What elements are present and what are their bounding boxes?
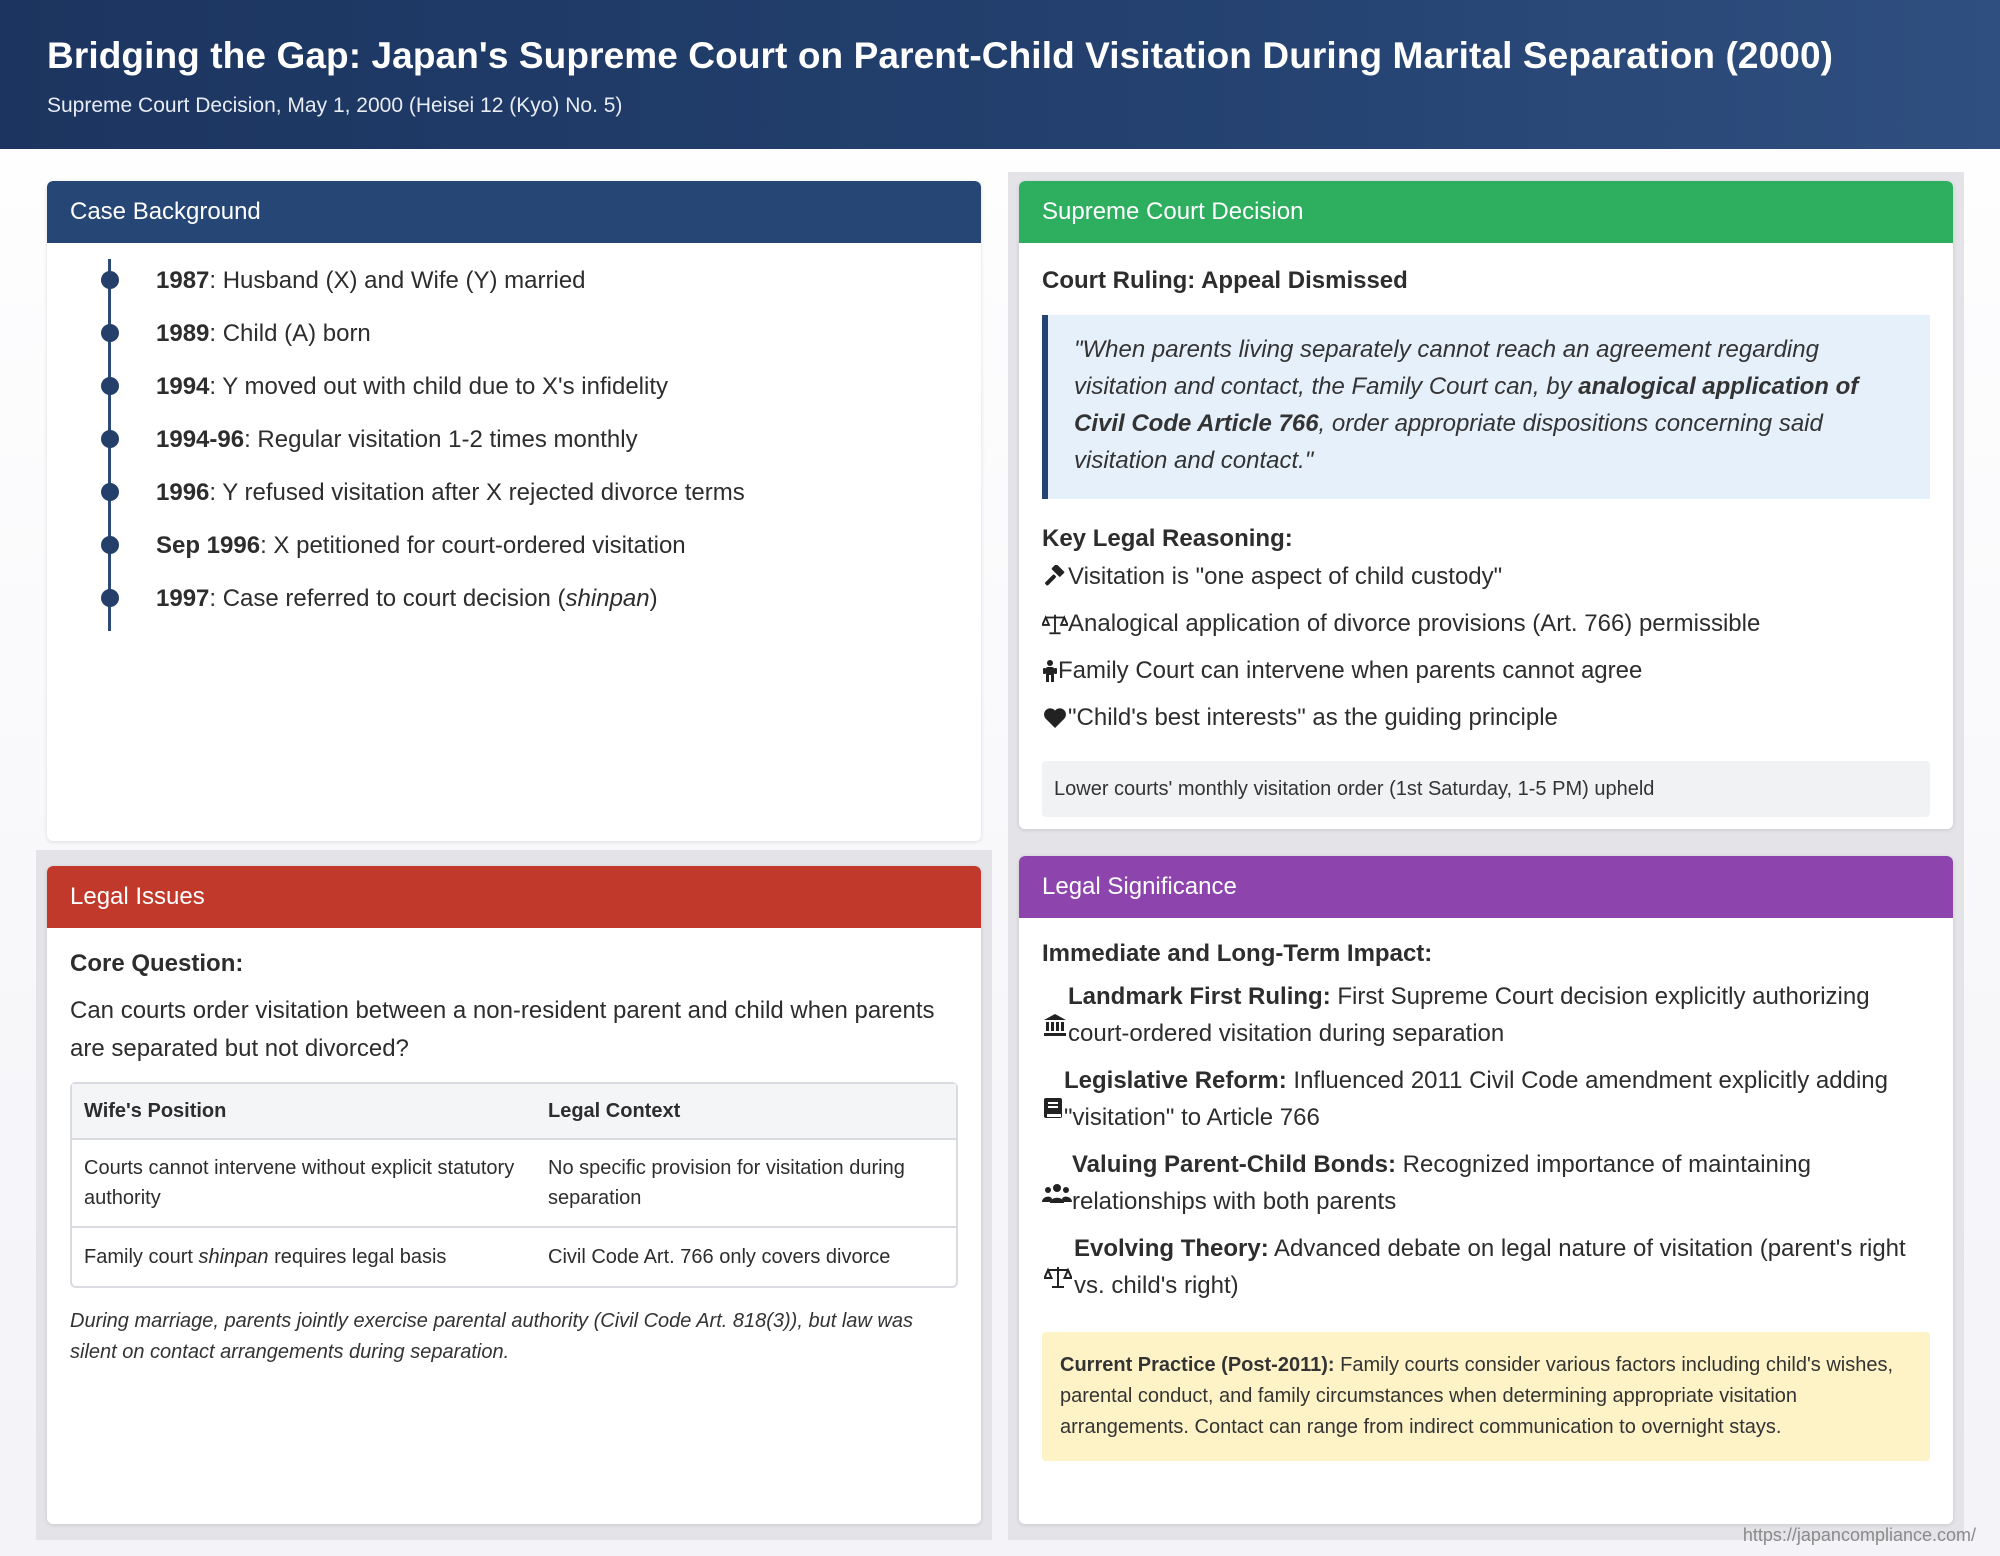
reasoning-text: Analogical application of divorce provisions (Art. 766) permissible	[1068, 609, 1761, 637]
table-cell: Civil Code Art. 766 only covers divorce	[548, 1246, 891, 1268]
timeline-date: 1989	[156, 319, 210, 347]
case-background-heading: Case Background	[47, 181, 981, 243]
significance-body: Influenced 2011 Civil Code amendment explicitly adding "visitation" to Article 766	[1064, 1067, 1888, 1131]
timeline-date: 1996	[156, 478, 210, 506]
reasoning-text: Family Court can intervene when parents cannot agree	[1058, 656, 1643, 684]
table-cell-text: Family court	[84, 1246, 199, 1268]
timeline-italic-term: shinpan	[565, 584, 650, 612]
table-row	[72, 1228, 956, 1286]
book-icon	[1042, 1097, 1064, 1121]
users-icon	[1042, 1181, 1072, 1205]
scale-icon	[1042, 1265, 1074, 1289]
legal-context-note: During marriage, parents jointly exercise parental authority (Civil Code Art. 818(3)), but law was silent on contact arrangements during separation.	[70, 1310, 913, 1363]
timeline-item	[86, 524, 958, 577]
table-row	[72, 1140, 956, 1228]
impact-title: Immediate and Long-Term Impact:	[1042, 940, 1433, 967]
timeline	[86, 259, 958, 630]
timeline-text: : Y moved out with child due to X's infidelity	[209, 372, 669, 400]
timeline-text: : Child (A) born	[209, 319, 371, 347]
table-cell: Courts cannot intervene without explicit statutory authority	[72, 1140, 536, 1228]
timeline-dot	[101, 271, 119, 289]
significance-text	[1068, 978, 1930, 1052]
table-cell-text-after: requires legal basis	[268, 1246, 447, 1268]
ruling-quote	[1042, 315, 1930, 499]
timeline-text: : Y refused visitation after X rejected divorce terms	[209, 478, 745, 506]
timeline-item	[86, 418, 958, 471]
court-ruling: Court Ruling: Appeal Dismissed	[1042, 267, 1408, 294]
timeline-dot	[101, 589, 119, 607]
core-question-text: Can courts order visitation between a non-resident parent and child when parents are separated but not divorced?	[70, 997, 935, 1062]
case-background-card	[47, 181, 981, 841]
significance-bold: Legislative Reform:	[1064, 1067, 1287, 1094]
significance-bold: Landmark First Ruling:	[1068, 983, 1331, 1010]
significance-text	[1064, 1062, 1930, 1136]
issues-table	[70, 1082, 958, 1288]
upheld-note: Lower courts' monthly visitation order (1st Saturday, 1-5 PM) upheld	[1042, 761, 1930, 817]
source-url: https://japancompliance.com/	[1742, 1525, 1976, 1545]
timeline-dot	[101, 483, 119, 501]
current-practice-box	[1042, 1332, 1930, 1461]
timeline-item	[86, 471, 958, 524]
reasoning-text: "Child's best interests" as the guiding principle	[1068, 703, 1558, 731]
heart-icon	[1042, 705, 1068, 731]
significance-body: Recognized importance of maintaining relationships with both parents	[1072, 1151, 1811, 1215]
current-practice-text: Family courts consider various factors including child's wishes, parental conduct, and family circumstances when determining appropriate visitation arrangements. Contact can range from indirect communication to overnight stays.	[1060, 1354, 1894, 1438]
landmark-icon	[1042, 1013, 1068, 1037]
timeline-item	[86, 365, 958, 418]
significance-text	[1072, 1146, 1930, 1220]
timeline-text: : X petitioned for court-ordered visitation	[260, 531, 686, 559]
table-cell: No specific provision for visitation during separation	[536, 1140, 956, 1228]
timeline-dot	[101, 324, 119, 342]
core-question-title: Core Question:	[70, 950, 244, 977]
scale-icon	[1042, 611, 1068, 637]
reasoning-item	[1042, 647, 1930, 694]
timeline-item	[86, 577, 958, 630]
table-cell	[72, 1228, 536, 1286]
timeline-date: 1987	[156, 266, 210, 294]
quote-bold-text: analogical application of Civil Code Article 766	[1074, 373, 1859, 437]
reasoning-item	[1042, 600, 1930, 647]
gavel-icon	[1042, 564, 1068, 590]
reasoning-title: Key Legal Reasoning:	[1042, 525, 1293, 552]
legal-issues-heading: Legal Issues	[47, 866, 981, 928]
timeline-date: 1994-96	[156, 425, 245, 453]
significance-item	[1042, 978, 1930, 1052]
child-icon	[1042, 658, 1058, 684]
table-cell-italic: shinpan	[198, 1246, 269, 1268]
significance-body: Advanced debate on legal nature of visitation (parent's right vs. child's right)	[1074, 1235, 1906, 1299]
current-practice-label: Current Practice (Post-2011):	[1060, 1354, 1335, 1376]
significance-bold: Valuing Parent-Child Bonds:	[1072, 1151, 1397, 1178]
timeline-date: 1997	[156, 584, 210, 612]
reasoning-item	[1042, 694, 1930, 741]
timeline-item	[86, 312, 958, 365]
quote-text: "When parents living separately cannot reach an agreement regarding visitation and contact, the Family Court can, by	[1074, 336, 1819, 400]
significance-item	[1042, 1230, 1930, 1304]
reasoning-text: Visitation is "one aspect of child custody"	[1068, 562, 1503, 590]
timeline-date: 1994	[156, 372, 210, 400]
page-header	[0, 0, 2000, 149]
page-subtitle: Supreme Court Decision, May 1, 2000 (Heisei 12 (Kyo) No. 5)	[47, 94, 623, 117]
table-header: Legal Context	[536, 1084, 956, 1140]
quote-text-after: , order appropriate dispositions concerning said visitation and contact."	[1074, 410, 1823, 474]
timeline-text: : Regular visitation 1-2 times monthly	[244, 425, 638, 453]
significance-heading: Legal Significance	[1019, 856, 1953, 918]
timeline-dot	[101, 536, 119, 554]
decision-card	[1019, 181, 1953, 829]
timeline-date: Sep 1996	[156, 531, 261, 559]
significance-item	[1042, 1062, 1930, 1136]
table-header: Wife's Position	[72, 1084, 536, 1140]
timeline-dot	[101, 430, 119, 448]
significance-bold: Evolving Theory:	[1074, 1235, 1269, 1262]
significance-card	[1019, 856, 1953, 1524]
timeline-dot	[101, 377, 119, 395]
timeline-item	[86, 259, 958, 312]
timeline-text: : Husband (X) and Wife (Y) married	[209, 266, 586, 294]
decision-heading: Supreme Court Decision	[1019, 181, 1953, 243]
legal-issues-card	[47, 866, 981, 1524]
timeline-text: : Case referred to court decision (	[209, 584, 566, 612]
timeline-text-after: )	[649, 584, 658, 612]
significance-body: First Supreme Court decision explicitly authorizing court-ordered visitation during separation	[1068, 983, 1870, 1047]
page-title: Bridging the Gap: Japan's Supreme Court on Parent-Child Visitation During Marital Separation (2000)	[47, 35, 1834, 76]
significance-text	[1074, 1230, 1930, 1304]
significance-item	[1042, 1146, 1930, 1220]
reasoning-item	[1042, 553, 1930, 600]
